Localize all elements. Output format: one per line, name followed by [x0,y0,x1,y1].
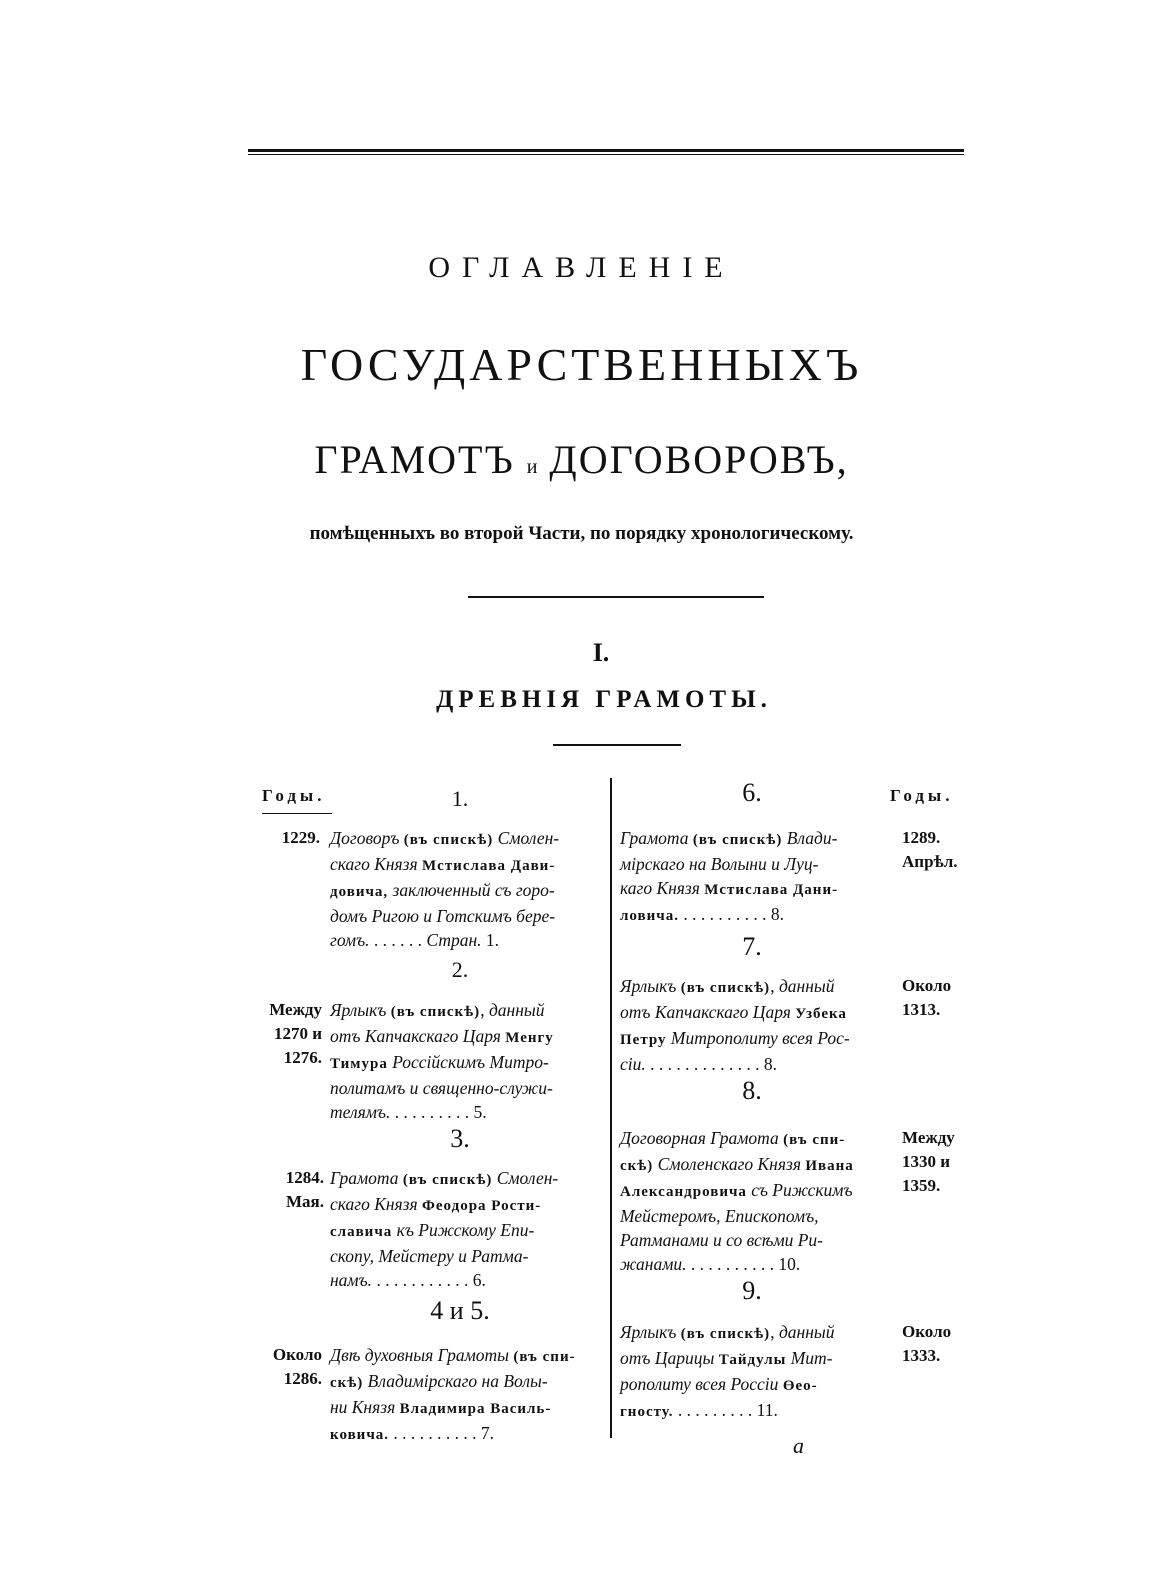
entry-number: 1. [451,786,469,811]
entry-text-line: домъ Ригою и Готскимъ бере- [330,906,556,926]
title-gramot-dogovorov [0,436,1163,483]
entry-text-line: скаго Князя Мстислава Дави- [330,854,556,874]
entry-text-line: скѣ) Смоленскаго Князя Ивана [620,1154,854,1174]
entry-text-line: Договоръ (въ спискѣ) Смолен- [330,828,560,848]
entry-number: 2. [451,957,469,982]
years-header-right-label: Годы. [890,786,954,805]
entry-year [266,1166,324,1214]
entry-text-line: славича къ Рижскому Епи- [330,1220,535,1240]
entry-text-line: каго Князя Мстислава Дани- [620,878,839,898]
entry-number: 7. [742,932,762,961]
entry-year-line: Между [902,1128,955,1147]
entry-year [264,1343,322,1391]
entry-year-line: Около [902,976,952,995]
entry-text-line: ковича. . . . . . . . . . . 7. [330,1423,495,1443]
entry-year-line: Мая. [286,1192,324,1211]
entry-year [902,974,972,1022]
entry-text-line: Тимура Россiйскимъ Митро- [330,1052,549,1072]
entry-number: 8. [742,1076,762,1105]
entry-year-line: Между [269,1000,322,1019]
entry-text-line: Мейстеромъ, Епископомъ, [620,1206,819,1226]
entry-year-line: 1359. [902,1176,941,1195]
entry-text [620,826,890,928]
entry-year-line: 1276. [283,1048,322,1067]
entry-text-line: жанами. . . . . . . . . . . 10. [620,1254,801,1274]
section-rule [553,744,681,746]
entry-year-line: 1333. [902,1346,941,1365]
entry-text-line: намъ. . . . . . . . . . . . 6. [330,1270,486,1290]
entry-year-line: 1286. [283,1369,322,1388]
entry-year [902,1320,972,1368]
entry-text-line: Грамота (въ спискѣ) Смолен- [330,1168,559,1188]
years-header-left [262,786,325,806]
section-number: I. [592,638,610,667]
entry-text-line: довича, заключенный съ горо- [330,880,555,900]
entry-text-line: Ярлыкъ (въ спискѣ), данный [330,1000,545,1020]
entry-text-line: скаго Князя Феодора Рости- [330,1194,542,1214]
section-title: ДРЕВНIЯ ГРАМОТЫ. [436,686,772,713]
entry-text-line: сiи. . . . . . . . . . . . . . 8. [620,1054,778,1074]
entry-text [330,826,602,952]
entry-text-line: Двѣ духовныя Грамоты (въ спи- [330,1345,576,1365]
entry-year [262,826,320,850]
entry-year-line: 1289. [902,828,941,847]
title-oglavlenie: ОГЛАВЛЕНIЕ [428,251,735,284]
entry-year-line: 1229. [281,828,320,847]
top-double-rule [248,149,964,155]
entry-text-line: отъ Капчакскаго Царя Менгу [330,1026,554,1046]
entry-text-line: отъ Капчакскаго Царя Узбека [620,1002,847,1022]
entry-year-line: Около [272,1345,322,1364]
entry-text [620,974,890,1076]
entry-text-line: телямъ. . . . . . . . . . 5. [330,1102,487,1122]
entry-year-line: 1330 и [902,1152,951,1171]
entry-text-line: гомъ. . . . . . . Стран. 1. [330,930,500,950]
entry-text-line: рополиту всея Россiи Өео- [620,1374,818,1394]
entry-text-line: Александровича съ Рижскимъ [620,1180,853,1200]
column-divider [610,778,612,1438]
entry-text-line: отъ Царицы Тайдулы Мит- [620,1348,833,1368]
title-and: и [526,456,538,478]
subtitle: помѣщенныхъ во второй Части, по порядку хронологическому. [309,523,854,544]
entry-year-line: 1284. [285,1168,324,1187]
entry-text-line: мiрскаго на Волыни и Луц- [620,854,819,874]
entry-year-line: Около [902,1322,952,1341]
entry-number: 9. [742,1276,762,1305]
title-dogovorov: ДОГОВОРОВЪ, [549,437,849,482]
folio-signature: a [793,1433,804,1458]
entry-text-line: политамъ и священно-служи- [330,1078,553,1098]
entry-text-line: скопу, Мейстеру и Ратма- [330,1246,529,1266]
entry-text [620,1320,890,1424]
entry-year-line: Апрѣл. [902,852,958,871]
entry-year-line: 1313. [902,1000,941,1019]
title-gosudarstvennykh: ГОСУДАРСТВЕННЫХЪ [300,339,863,390]
title-gramot: ГРАМОТЪ [314,437,515,482]
entry-text-line: Петру Митрополиту всея Рос- [620,1028,850,1048]
entry-text [330,998,602,1124]
entry-text-line: Договорная Грамота (въ спи- [620,1128,846,1148]
entry-year [902,826,972,874]
entry-text [330,1343,602,1447]
entry-text-line: Ратманами и со всѣми Ри- [620,1230,824,1250]
entry-text [330,1166,602,1292]
divider-rule [468,596,764,598]
entry-year-line: 1270 и [273,1024,322,1043]
entry-number: 3. [450,1124,470,1153]
entry-number: 6. [742,778,762,807]
entry-year [902,1126,972,1198]
entry-year [264,998,322,1070]
entry-text-line: Ярлыкъ (въ спискѣ), данный [620,1322,835,1342]
years-header-left-label: Годы. [262,786,326,805]
entry-number: 4 и 5. [430,1296,490,1325]
entry-text-line: скѣ) Владимiрскаго на Волы- [330,1371,548,1391]
entry-text-line: ни Князя Владимира Василь- [330,1397,552,1417]
entry-text-line: гносту. . . . . . . . . . 11. [620,1400,778,1420]
entry-text-line: ловича. . . . . . . . . . . 8. [620,904,784,924]
entry-text [620,1126,890,1276]
entry-text-line: Грамота (въ спискѣ) Влади- [620,828,838,848]
entry-text-line: Ярлыкъ (въ спискѣ), данный [620,976,835,996]
years-header-right [890,786,953,806]
